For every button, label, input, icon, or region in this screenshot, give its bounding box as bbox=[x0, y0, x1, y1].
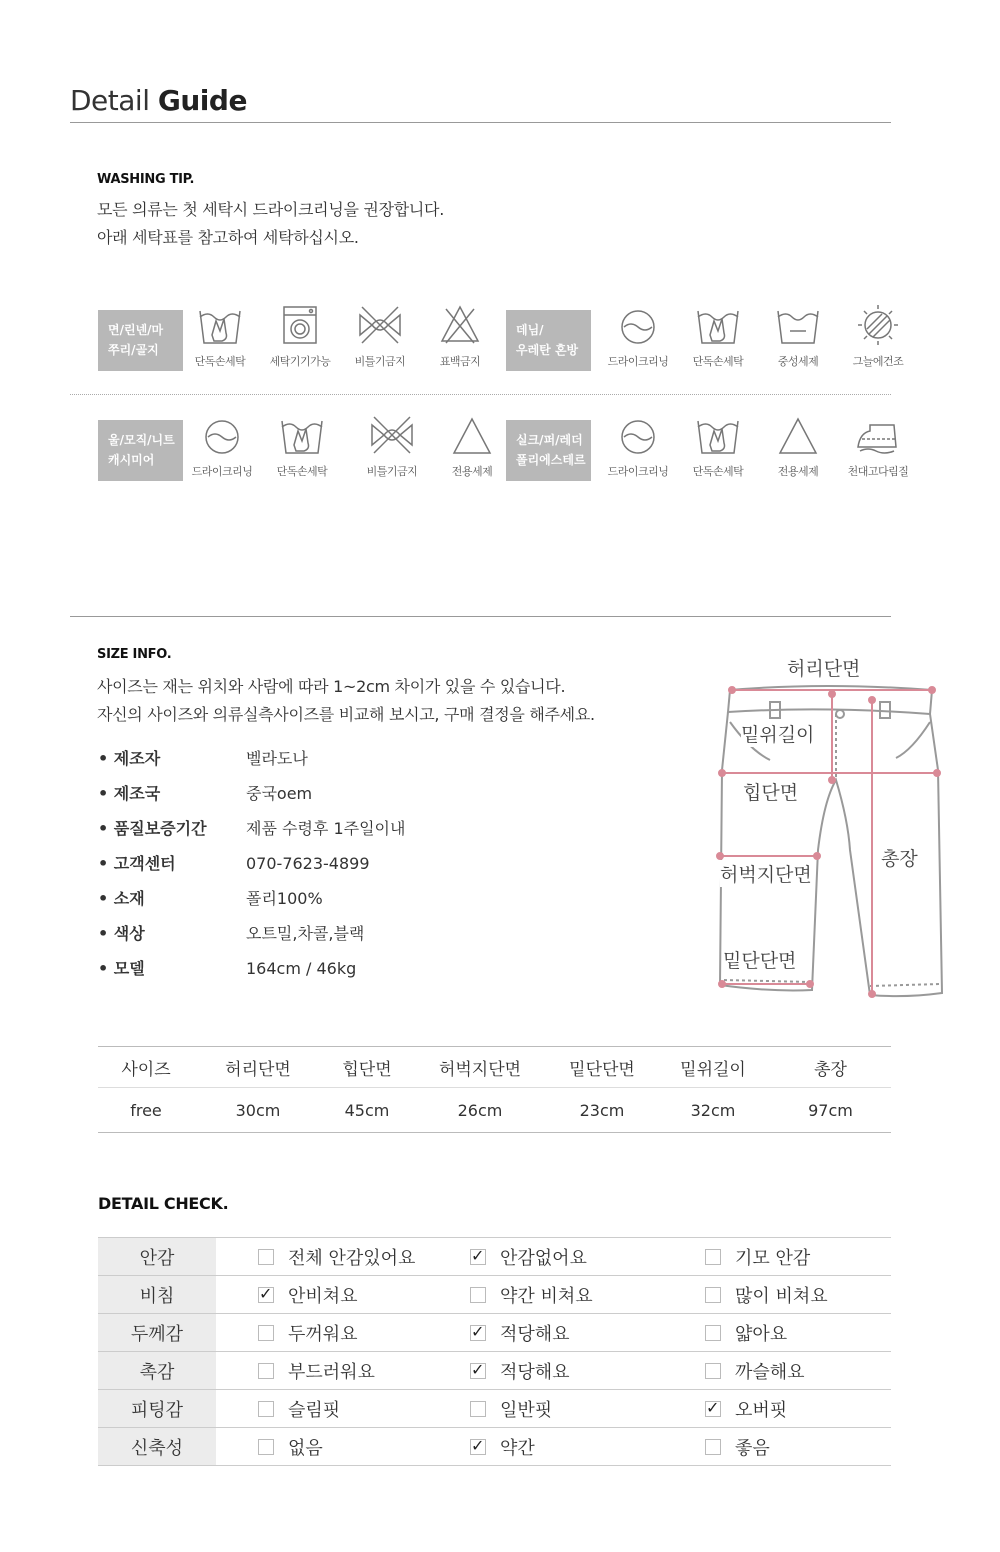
size-info-label: SIZE INFO. bbox=[97, 647, 172, 662]
spec-key: • 소재 bbox=[98, 889, 145, 908]
size-header-cell: 밑위길이 bbox=[656, 1047, 770, 1088]
size-cell: 26cm bbox=[412, 1088, 548, 1133]
check-row-label: 피팅감 bbox=[98, 1390, 216, 1428]
no-bleach-icon bbox=[420, 303, 500, 347]
check-option[interactable] bbox=[705, 1244, 891, 1270]
check-option-label: 슬림핏 bbox=[288, 1399, 341, 1421]
wash-item-label: 단독손세탁 bbox=[276, 465, 328, 478]
size-header-cell: 힙단면 bbox=[322, 1047, 412, 1088]
wash-item-label: 전용세제 bbox=[451, 465, 493, 478]
check-option-label: 적당해요 bbox=[500, 1323, 570, 1345]
checkbox[interactable] bbox=[470, 1287, 486, 1303]
wash-item bbox=[758, 303, 838, 369]
wash-icons-denim bbox=[598, 303, 918, 369]
check-option-label: 전체 안감있어요 bbox=[288, 1247, 416, 1269]
check-row-label: 두께감 bbox=[98, 1314, 216, 1352]
check-option-cell bbox=[470, 1428, 705, 1466]
size-header-cell: 총장 bbox=[770, 1047, 891, 1088]
neutral-detergent-icon bbox=[758, 303, 838, 347]
hem-label: 밑단단면 bbox=[723, 946, 796, 973]
hip-label: 힙단면 bbox=[743, 778, 798, 805]
checkbox-checked[interactable] bbox=[258, 1287, 274, 1303]
check-option-label: 두꺼워요 bbox=[288, 1323, 358, 1345]
check-row-spacer bbox=[216, 1238, 258, 1276]
spec-value: 오트밀,차콜,블랙 bbox=[246, 924, 365, 943]
size-table bbox=[98, 1046, 891, 1133]
detail-check-label: DETAIL CHECK. bbox=[98, 1194, 229, 1213]
check-option-cell bbox=[258, 1238, 470, 1276]
washing-tip-line-2: 아래 세탁표를 참고하여 세탁하십시오. bbox=[97, 228, 359, 247]
check-option[interactable] bbox=[258, 1244, 470, 1270]
check-option[interactable] bbox=[470, 1320, 705, 1346]
checkbox[interactable] bbox=[705, 1325, 721, 1341]
wash-category-denim bbox=[506, 310, 591, 371]
spec-key: • 모델 bbox=[98, 959, 145, 978]
check-row-label: 신축성 bbox=[98, 1428, 216, 1466]
spec-value: 070-7623-4899 bbox=[246, 854, 370, 873]
check-row bbox=[98, 1352, 891, 1390]
check-row-spacer bbox=[216, 1276, 258, 1314]
check-option-label: 약간 비쳐요 bbox=[500, 1285, 593, 1307]
spec-value: 제품 수령후 1주일이내 bbox=[246, 819, 406, 838]
size-cell: 32cm bbox=[656, 1088, 770, 1133]
category-line-2: 우레탄 혼방 bbox=[516, 343, 579, 357]
spec-key: • 고객센터 bbox=[98, 854, 176, 873]
wash-item bbox=[838, 303, 918, 369]
check-option-cell bbox=[258, 1352, 470, 1390]
spec-key: • 품질보증기간 bbox=[98, 819, 207, 838]
checkbox[interactable] bbox=[258, 1363, 274, 1379]
check-option[interactable] bbox=[470, 1282, 705, 1308]
check-option-label: 얇아요 bbox=[735, 1323, 788, 1345]
size-section-divider bbox=[70, 616, 891, 617]
check-option-cell bbox=[705, 1276, 891, 1314]
spec-key: • 제조국 bbox=[98, 784, 161, 803]
checkbox[interactable] bbox=[258, 1325, 274, 1341]
size-header-cell: 허벅지단면 bbox=[412, 1047, 548, 1088]
checkbox-checked[interactable] bbox=[470, 1439, 486, 1455]
wash-item-label: 단독손세탁 bbox=[692, 465, 744, 478]
check-row-label: 비침 bbox=[98, 1276, 216, 1314]
check-option-label: 부드러워요 bbox=[288, 1361, 375, 1383]
waist-label: 허리단면 bbox=[787, 654, 860, 681]
wash-item bbox=[260, 303, 340, 369]
size-cell: free bbox=[98, 1088, 194, 1133]
size-table-header bbox=[98, 1047, 891, 1088]
size-cell: 23cm bbox=[548, 1088, 656, 1133]
hand-wash-icon bbox=[678, 303, 758, 347]
check-option-cell bbox=[705, 1314, 891, 1352]
category-line-2: 폴리에스테르 bbox=[516, 453, 586, 467]
title-light: Detail bbox=[70, 84, 158, 117]
checkbox-checked[interactable] bbox=[470, 1249, 486, 1265]
check-option[interactable] bbox=[705, 1396, 891, 1422]
washing-tip-text bbox=[97, 196, 444, 252]
check-option-label: 좋음 bbox=[735, 1437, 770, 1459]
wash-item-label: 드라이크리닝 bbox=[607, 355, 669, 368]
check-row-label: 촉감 bbox=[98, 1352, 216, 1390]
check-row-spacer bbox=[216, 1314, 258, 1352]
wash-row-divider bbox=[70, 394, 891, 395]
washing-tip-label: WASHING TIP. bbox=[97, 172, 195, 187]
check-option-cell bbox=[705, 1428, 891, 1466]
check-option[interactable] bbox=[470, 1396, 705, 1422]
special-detergent-icon bbox=[758, 413, 838, 457]
size-info-line-2: 자신의 사이즈와 의류실측사이즈를 비교해 보시고, 구매 결정을 해주세요. bbox=[97, 705, 595, 724]
checkbox[interactable] bbox=[258, 1249, 274, 1265]
cloth-iron-icon bbox=[838, 413, 918, 457]
check-option-label: 일반핏 bbox=[500, 1399, 553, 1421]
check-option[interactable] bbox=[258, 1434, 470, 1460]
size-info-line-1: 사이즈는 재는 위치와 사람에 따라 1~2cm 차이가 있을 수 있습니다. bbox=[97, 677, 566, 696]
length-label: 총장 bbox=[881, 844, 918, 871]
check-option-cell bbox=[470, 1314, 705, 1352]
size-header-cell: 사이즈 bbox=[98, 1047, 194, 1088]
wash-item bbox=[340, 303, 420, 369]
check-row-spacer bbox=[216, 1352, 258, 1390]
wash-item-label: 그늘에건조 bbox=[852, 355, 904, 368]
wash-icons-cotton bbox=[180, 303, 500, 369]
wash-category-cotton bbox=[98, 310, 183, 371]
check-row-label: 안감 bbox=[98, 1238, 216, 1276]
wash-item-label: 전용세제 bbox=[777, 465, 819, 478]
check-option[interactable] bbox=[705, 1320, 891, 1346]
check-option[interactable] bbox=[258, 1320, 470, 1346]
dry-clean-icon bbox=[598, 303, 678, 347]
wash-item bbox=[678, 413, 758, 479]
check-row bbox=[98, 1276, 891, 1314]
check-option-label: 많이 비쳐요 bbox=[735, 1285, 828, 1307]
checkbox[interactable] bbox=[705, 1249, 721, 1265]
check-option-label: 오버핏 bbox=[735, 1399, 788, 1421]
checkbox[interactable] bbox=[258, 1439, 274, 1455]
check-option-label: 적당해요 bbox=[500, 1361, 570, 1383]
spec-value: 164cm / 46kg bbox=[246, 959, 357, 978]
check-row bbox=[98, 1428, 891, 1466]
page-title bbox=[70, 84, 247, 117]
wash-item-label: 드라이크리닝 bbox=[191, 465, 253, 478]
wash-item bbox=[598, 303, 678, 369]
check-option[interactable] bbox=[258, 1282, 470, 1308]
check-option-cell bbox=[258, 1390, 470, 1428]
wash-item bbox=[598, 413, 678, 479]
wash-category-wool bbox=[98, 420, 183, 481]
category-line-1: 울/모직/니트 bbox=[108, 433, 175, 447]
wash-item-label: 천대고다림질 bbox=[847, 465, 909, 478]
rise-label: 밑위길이 bbox=[741, 720, 814, 747]
check-option[interactable] bbox=[705, 1282, 891, 1308]
wash-item bbox=[352, 413, 432, 479]
checkbox[interactable] bbox=[705, 1439, 721, 1455]
hand-wash-icon bbox=[678, 413, 758, 457]
wash-item-label: 비틀기금지 bbox=[354, 355, 406, 368]
check-row bbox=[98, 1390, 891, 1428]
wash-icons-wool bbox=[182, 413, 512, 479]
checkbox[interactable] bbox=[705, 1363, 721, 1379]
checkbox[interactable] bbox=[705, 1287, 721, 1303]
wash-item bbox=[758, 413, 838, 479]
check-option[interactable] bbox=[470, 1434, 705, 1460]
check-option-cell bbox=[470, 1238, 705, 1276]
table-row bbox=[98, 1088, 891, 1133]
check-row-spacer bbox=[216, 1390, 258, 1428]
wash-item-label: 세탁기기가능 bbox=[269, 355, 331, 368]
detail-check-table bbox=[98, 1237, 891, 1466]
wash-item-label: 중성세제 bbox=[777, 355, 819, 368]
check-option[interactable] bbox=[470, 1244, 705, 1270]
no-wring-icon bbox=[340, 303, 420, 347]
wash-item-label: 표백금지 bbox=[439, 355, 481, 368]
checkbox-checked[interactable] bbox=[470, 1325, 486, 1341]
check-option-cell bbox=[470, 1390, 705, 1428]
wash-item bbox=[432, 413, 512, 479]
check-option-cell bbox=[258, 1428, 470, 1466]
wash-category-silk bbox=[506, 420, 591, 481]
category-line-1: 데님/ bbox=[516, 323, 544, 337]
check-option[interactable] bbox=[470, 1358, 705, 1384]
check-row bbox=[98, 1314, 891, 1352]
spec-key: • 색상 bbox=[98, 924, 145, 943]
wash-item bbox=[420, 303, 500, 369]
spec-value: 벨라도나 bbox=[246, 749, 308, 768]
no-wring-icon bbox=[352, 413, 432, 457]
dry-clean-icon bbox=[182, 413, 262, 457]
checkbox[interactable] bbox=[470, 1401, 486, 1417]
check-option-cell bbox=[470, 1352, 705, 1390]
category-line-1: 실크/퍼/레더 bbox=[516, 433, 583, 447]
size-cell: 45cm bbox=[322, 1088, 412, 1133]
check-option[interactable] bbox=[705, 1434, 891, 1460]
wash-item bbox=[182, 413, 262, 479]
spec-key: • 제조자 bbox=[98, 749, 161, 768]
spec-value: 폴리100% bbox=[246, 889, 323, 908]
check-option-label: 안비쳐요 bbox=[288, 1285, 358, 1307]
category-line-2: 캐시미어 bbox=[108, 453, 155, 467]
size-info-text bbox=[97, 673, 595, 729]
washing-tip-line-1: 모든 의류는 첫 세탁시 드라이크리닝을 권장합니다. bbox=[97, 200, 444, 219]
category-line-1: 면/린넨/마 bbox=[108, 323, 164, 337]
wash-item bbox=[180, 303, 260, 369]
wash-item-label: 단독손세탁 bbox=[692, 355, 744, 368]
size-header-cell: 허리단면 bbox=[194, 1047, 322, 1088]
title-bold: Guide bbox=[157, 84, 247, 117]
check-option-cell bbox=[705, 1352, 891, 1390]
check-option-cell bbox=[258, 1276, 470, 1314]
check-option-label: 기모 안감 bbox=[735, 1247, 811, 1269]
wash-item-label: 비틀기금지 bbox=[366, 465, 418, 478]
checkbox[interactable] bbox=[258, 1401, 274, 1417]
special-detergent-icon bbox=[432, 413, 512, 457]
check-option-cell bbox=[470, 1276, 705, 1314]
check-option[interactable] bbox=[258, 1396, 470, 1422]
check-option-label: 약간 bbox=[500, 1437, 535, 1459]
hand-wash-icon bbox=[180, 303, 260, 347]
checkbox-checked[interactable] bbox=[705, 1401, 721, 1417]
spec-value: 중국oem bbox=[246, 784, 313, 803]
category-line-2: 쭈리/골지 bbox=[108, 343, 159, 357]
title-divider bbox=[70, 122, 891, 123]
size-cell: 97cm bbox=[770, 1088, 891, 1133]
check-option[interactable] bbox=[705, 1358, 891, 1384]
check-option-label: 까슬해요 bbox=[735, 1361, 805, 1383]
thigh-label: 허벅지단면 bbox=[720, 860, 812, 887]
wash-item bbox=[678, 303, 758, 369]
wash-item bbox=[838, 413, 918, 479]
wash-item-label: 드라이크리닝 bbox=[607, 465, 669, 478]
check-option-label: 없음 bbox=[288, 1437, 323, 1459]
size-cell: 30cm bbox=[194, 1088, 322, 1133]
size-header-cell: 밑단단면 bbox=[548, 1047, 656, 1088]
check-option-cell bbox=[705, 1390, 891, 1428]
shade-dry-icon bbox=[838, 303, 918, 347]
check-row-spacer bbox=[216, 1428, 258, 1466]
checkbox-checked[interactable] bbox=[470, 1363, 486, 1379]
dry-clean-icon bbox=[598, 413, 678, 457]
wash-icons-silk bbox=[598, 413, 918, 479]
check-option-cell bbox=[258, 1314, 470, 1352]
wash-item bbox=[262, 413, 342, 479]
check-option[interactable] bbox=[258, 1358, 470, 1384]
hand-wash-icon bbox=[262, 413, 342, 457]
washing-machine-icon bbox=[260, 303, 340, 347]
check-option-label: 안감없어요 bbox=[500, 1247, 587, 1269]
check-row bbox=[98, 1238, 891, 1276]
wash-item-label: 단독손세탁 bbox=[194, 355, 246, 368]
check-option-cell bbox=[705, 1238, 891, 1276]
